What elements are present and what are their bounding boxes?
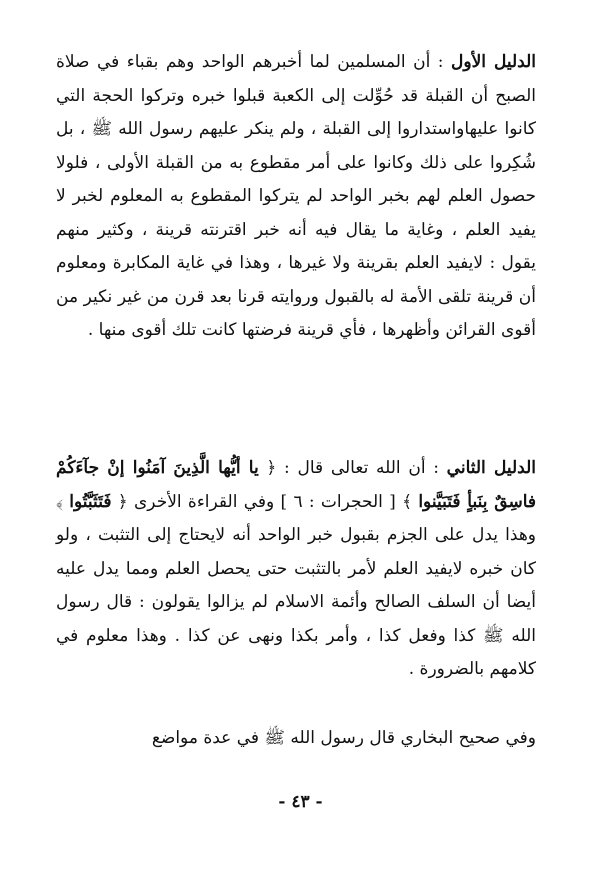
- quran-verse-hujurat: يا أيُّها الَّذِينَ آمَنُوا إنْ جآءَكُمْ فاسِقٌ بِنَبأٍ فَتَبَيَّنوا: [56, 458, 536, 512]
- paragraph-second-evidence-intro: : أن الله تعالى قال : ﴿: [258, 458, 447, 478]
- page-number: - ٤٣ -: [278, 792, 323, 812]
- paragraph-first-evidence: [56, 46, 536, 348]
- paragraph-bukhari-text: وفي صحيح البخاري قال رسول الله ﷺ في عدة مواضع: [151, 728, 536, 748]
- paragraph-first-evidence-text: : أن المسلمين لما أخبرهم الواحد وهم بقباء في صلاة الصبح أن القبلة قد حُوِّلت إلى الكعبة قبلوا خبره وتركوا الحجة التي كانوا عليهاواستداروا إلى القبلة ، ولم ينكر عليهم رسول الله ﷺ ، بل شُكِروا على ذلك وكانوا على أمر مقطوع به من القبلة الأولى ، فلولا حصول العلم لهم بخبر الواحد لم يتركوا المقطوع به المعلوم لخبر لا يفيد العلم ، وغاية ما يقال فيه أنه خبر اقترنته قرينة ، وكثير منهم يقول : لايفيد العلم بقرينة ولا غيرها ، وهذا في غاية المكابرة ومعلوم أن قرينة تلقى الأمة له بالقبول وروايته قرنا بعد قرن من غير نكير من أقوى القرائن وأظهرها ، فأي قرينة فرضتها كانت تلك أقوى منها .: [56, 52, 536, 340]
- heading-second-evidence: الدليل الثاني: [446, 458, 537, 478]
- paragraph-second-evidence-text: ﴾ وهذا يدل على الجزم بقبول خبر الواحد أنه لايحتاج إلى التثبت ، ولو كان خبره لايفيد العلم لأمر بالتثبت حتى يحصل العلم ومما يدل عليه أيضا أن السلف الصالح وأئمة الاسلام لم يزالوا يقولون : قال رسول الله ﷺ كذا وفعل كذا ، وأمر بكذا ونهى عن كذا . وهذا معلوم في كلامهم بالضرورة .: [56, 491, 536, 679]
- paragraph-second-evidence: [56, 452, 536, 687]
- paragraph-second-evidence-reference: ﴾ [ الحجرات : ٦ ] وفي القراءة الأخرى ﴿: [111, 491, 419, 512]
- paragraph-bukhari: [56, 722, 536, 756]
- quran-alternate-reading: فَتَثَبَّتُوا: [69, 491, 112, 512]
- heading-first-evidence: الدليل الأول: [451, 52, 536, 72]
